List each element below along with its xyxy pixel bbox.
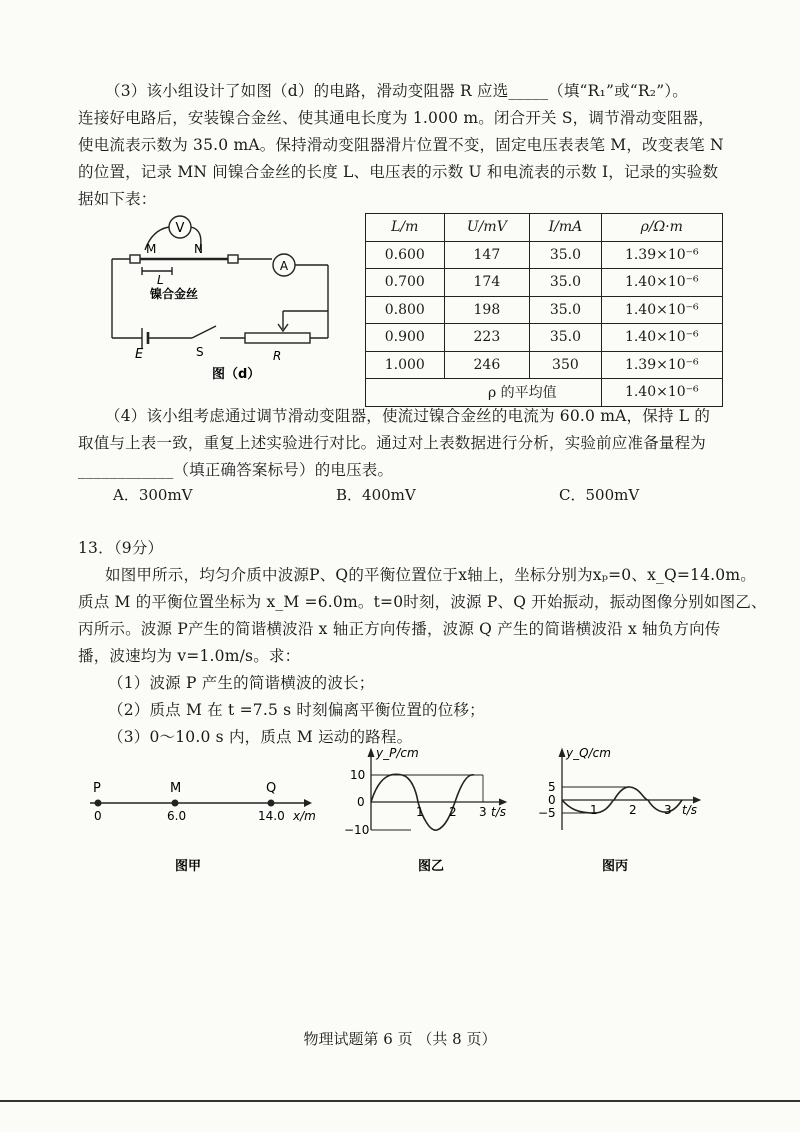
q12-p4-line-3: ____________（填正确答案标号）的电压表。	[78, 461, 394, 479]
tick-minus-5: −5	[538, 806, 556, 820]
q12-p3-line-3: 使电流表示数为 35.0 mA。保持滑动变阻器滑片位置不变，固定电压表表笔 M，改变表笔 N	[78, 136, 724, 154]
q13-sub-3: （3）0～10.0 s 内，质点 M 运动的路程。	[108, 728, 413, 746]
option-b: B．400mV	[336, 486, 416, 504]
table-row	[366, 241, 723, 269]
tick-10: 10	[350, 768, 366, 782]
table-cell: 35.0	[530, 324, 601, 352]
y-axis-label: y_Q/cm	[566, 746, 611, 760]
table-cell: 35.0	[530, 241, 601, 269]
battery-e-label: E	[135, 347, 144, 362]
circuit-figure-d	[100, 208, 340, 398]
table-cell: 223	[444, 324, 530, 352]
q13-header: 13．（9分）	[78, 539, 164, 557]
table-cell: 0.800	[366, 296, 445, 324]
q13-line-2: 质点 M 的平衡位置坐标为 x_M =6.0m。t=0时刻，波源 P、Q 开始振动，振动图像分别如图乙、	[78, 593, 767, 611]
tick-0: 0	[94, 809, 102, 823]
q13-line-1: 如图甲所示，均匀介质中波源P、Q的平衡位置位于x轴上，坐标分别为xₚ=0、x_Q=14.0m。	[105, 566, 756, 584]
table-cell: 1.39×10⁻⁶	[601, 351, 722, 379]
label-m: M	[170, 781, 182, 796]
table-cell: 0.700	[366, 269, 445, 297]
figure-bing	[532, 745, 712, 880]
table-cell: 350	[530, 351, 601, 379]
table-row	[366, 324, 723, 352]
probe-n-label: N	[194, 242, 203, 256]
table-cell: 1.39×10⁻⁶	[601, 241, 722, 269]
data-table	[365, 213, 723, 407]
probe-m-label: M	[146, 242, 157, 256]
option-a: A．300mV	[113, 486, 193, 504]
tick-0: 0	[357, 795, 365, 809]
source-q-dot	[268, 800, 275, 807]
wire-label: 镍合金丝	[150, 287, 199, 301]
table-cell: 0.900	[366, 324, 445, 352]
table-cell: 35.0	[530, 269, 601, 297]
figure-yi	[338, 745, 513, 880]
t-axis-label: t/s	[491, 805, 506, 819]
q12-p3-line-1: （3）该小组设计了如图（d）的电路，滑动变阻器 R 应选_____（填“R₁”或“R₂”）。	[105, 82, 688, 100]
avg-value: 1.40×10⁻⁶	[601, 379, 722, 407]
table-header: L/m	[366, 214, 445, 242]
table-cell	[366, 379, 445, 407]
table-cell: 1.40×10⁻⁶	[601, 296, 722, 324]
figure-bing-caption: 图丙	[602, 859, 629, 874]
tick-3: 3	[479, 805, 487, 819]
q12-p3-line-5: 据如下表：	[78, 190, 157, 208]
tick-14: 14.0	[258, 809, 285, 823]
tick-5: 5	[548, 780, 556, 794]
switch-s-label: S	[196, 345, 204, 359]
table-cell: 35.0	[530, 296, 601, 324]
voltmeter-label: V	[175, 221, 185, 236]
table-cell: 198	[444, 296, 530, 324]
figure-jia	[80, 775, 340, 875]
t-axis-label: t/s	[682, 803, 697, 817]
point-m-dot	[172, 800, 179, 807]
table-row	[366, 296, 723, 324]
page-footer: 物理试题第 6 页 （共 8 页）	[303, 1030, 497, 1048]
tick-1: 1	[590, 803, 598, 817]
q12-p4-line-1: （4）该小组考虑通过调节滑动变阻器，使流过镍合金丝的电流为 60.0 mA，保持 L 的	[105, 407, 711, 425]
tick-2: 2	[449, 805, 457, 819]
table-cell: 1.40×10⁻⁶	[601, 269, 722, 297]
x-axis-label: x/m	[293, 809, 316, 823]
tick-3: 3	[664, 803, 672, 817]
table-cell: 1.000	[366, 351, 445, 379]
table-cell: 147	[444, 241, 530, 269]
table-cell: 0.600	[366, 241, 445, 269]
table-header: I/mA	[530, 214, 601, 242]
table-avg-row	[366, 379, 723, 407]
q12-p3-line-4: 的位置，记录 MN 间镍合金丝的长度 L、电压表的示数 U 和电流表的示数 I，记录的实验数	[78, 163, 719, 181]
tick-2: 2	[629, 803, 637, 817]
q13-line-3: 丙所示。波源 P产生的简谐横波沿 x 轴正方向传播，波源 Q 产生的简谐横波沿 x 轴负方向传	[78, 620, 721, 638]
table-cell: 1.40×10⁻⁶	[601, 324, 722, 352]
q12-p4-line-2: 取值与上表一致，重复上述实验进行对比。通过对上表数据进行分析，实验前应准备量程为	[78, 434, 707, 452]
length-l-label: L	[157, 273, 164, 287]
tick-0: 0	[548, 793, 556, 807]
table-row	[366, 351, 723, 379]
table-header: ρ/Ω·m	[601, 214, 722, 242]
avg-label: ρ 的平均值	[444, 379, 601, 407]
q12-p3-line-2: 连接好电路后，安装镍合金丝、使其通电长度为 1.000 m。闭合开关 S，调节滑动变阻器，	[78, 109, 714, 127]
q13-sub-1: （1）波源 P 产生的简谐横波的波长；	[108, 674, 375, 692]
q13-sub-2: （2）质点 M 在 t =7.5 s 时刻偏离平衡位置的位移；	[108, 701, 485, 719]
tick-minus-10: −10	[344, 823, 370, 837]
figure-jia-caption: 图甲	[175, 859, 202, 874]
label-q: Q	[266, 781, 277, 796]
y-axis-label: y_P/cm	[376, 746, 419, 760]
table-header-row	[366, 214, 723, 242]
rheostat-r-label: R	[273, 349, 282, 363]
table-cell: 174	[444, 269, 530, 297]
table-cell: 246	[444, 351, 530, 379]
q13-line-4: 播，波速均为 v=1.0m/s。求：	[78, 647, 301, 665]
label-p: P	[93, 781, 101, 796]
table-row	[366, 269, 723, 297]
figure-yi-caption: 图乙	[418, 859, 445, 874]
ammeter-label: A	[279, 259, 289, 273]
tick-6: 6.0	[167, 809, 187, 823]
option-c: C．500mV	[559, 486, 640, 504]
figure-d-caption: 图（d）	[212, 367, 261, 382]
tick-1: 1	[416, 805, 424, 819]
source-p-dot	[95, 800, 102, 807]
table-header: U/mV	[444, 214, 530, 242]
bottom-rule	[0, 1100, 800, 1102]
